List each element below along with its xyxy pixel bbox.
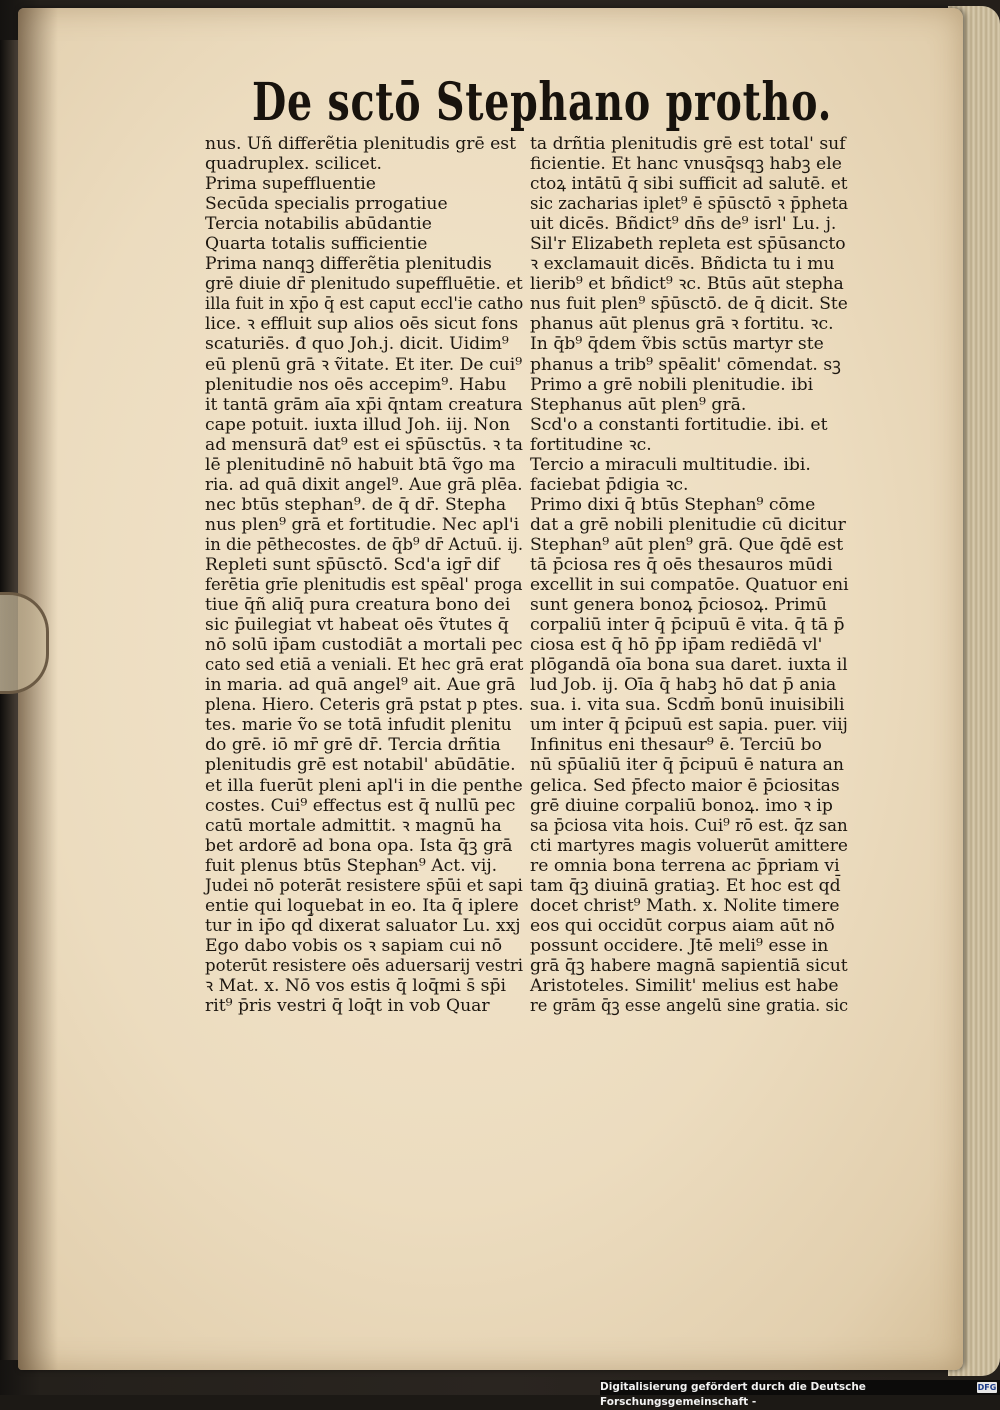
text-line: fuit plenus btūs Stephan⁹ Act. vij.: [205, 855, 498, 876]
text-line: Primo a grē nobili plenitudie. ibi: [530, 374, 814, 395]
text-line: plenitudie nos oēs accepim⁹. Habu: [205, 374, 507, 395]
text-line: plena. Hiero. Ceteris grā pstat p ptes.: [205, 695, 524, 716]
text-line: lice. ꝛ effluit sup alios oēs sicut fons: [205, 314, 519, 335]
text-line: corpaliū inter q̄ p̄cipuū ē vita. q̄ tā p̄: [530, 615, 845, 636]
text-line: do grē. iō mr̄ grē dr̄. Tercia drñtia: [205, 735, 501, 756]
text-line: phanus aūt plenus grā ꝛ fortitu. ꝛc.: [530, 314, 834, 335]
text-line: grē diuie dr̄ plenitudo supeffluētie. et: [205, 274, 523, 295]
text-line: ferētia grīe plenitudis est spēal' proga: [205, 575, 523, 596]
text-line: nec btūs stephan⁹. de q̄ dr̄. Stepha: [205, 494, 507, 515]
text-line: nus. Uñ differẽtia plenitudis grē est: [205, 134, 517, 154]
text-line: nō solū ip̄am custodiāt a mortali pec: [205, 635, 523, 656]
text-line: sunt genera bonoꝝ p̄ciosoꝝ. Primū: [530, 595, 827, 616]
text-line: Quarta totalis sufficientie: [205, 234, 428, 255]
text-line: ctoꝝ intātū q̄ sibi sufficit ad salutē. et: [530, 174, 848, 195]
dfg-logo-icon: DFG: [977, 1383, 997, 1392]
text-line: sa p̄ciosa vita hois. Cui⁹ rō est. q̄z san: [530, 815, 848, 836]
text-line: phanus a trib⁹ spēalit' cōmendat. sꝫ: [530, 354, 841, 375]
text-column-right: [530, 134, 866, 1016]
text-line: ꝛ exclamauit dicēs. Bñdicta tu i mu: [530, 254, 835, 275]
digitization-footer: [600, 1380, 1000, 1408]
text-line: um inter q̄ p̄cipuū est sapia. puer. viij: [530, 715, 848, 736]
text-line: lierib⁹ et bñdict⁹ ꝛc. Btūs aūt stepha: [530, 274, 844, 295]
text-line: tam q̄ꝫ diuinā gratiaꝫ. Et hoc est qd̄: [530, 875, 841, 896]
text-column-left: [205, 134, 542, 1016]
text-line: eū plenū grā ꝛ ṽitate. Et iter. De cui⁹: [205, 354, 523, 375]
text-line: catū mortale admittit. ꝛ magnū ha: [205, 815, 502, 836]
text-line: eos qui occidūt corpus aiam aūt nō: [530, 915, 835, 936]
text-line: lē plenitudinē nō habuit btā ṽgo ma: [205, 454, 516, 475]
text-line: Ego dabo vobis os ꝛ sapiam cui nō: [205, 935, 503, 956]
text-line: Aristoteles. Similit' melius est habe: [530, 975, 839, 996]
text-line: faciebat p̄digia ꝛc.: [530, 474, 689, 495]
text-line: Prima supeffluentie: [205, 174, 376, 195]
text-line: quadruplex. scilicet.: [205, 154, 383, 175]
text-line: ficientie. Et hanc vnusq̄sqꝫ habꝫ ele: [530, 154, 842, 175]
text-line: Secūda specialis prrogatiue: [205, 194, 448, 215]
footer-credit-text: Digitalisierung gefördert durch die Deutsche Forschungsgemeinschaft -: [600, 1381, 866, 1408]
text-line: Sil'r Elizabeth repleta est sp̄ūsancto: [530, 234, 846, 255]
text-line: In q̄b⁹ q̄dem ṽbis sctūs martyr ste: [530, 334, 824, 355]
text-line: ad mensurā dat⁹ est ei sp̄ūsctūs. ꝛ ta: [205, 434, 523, 455]
text-line: uit dicēs. Bñdict⁹ dn̄s de⁹ isrl' Lu. j.: [530, 214, 837, 235]
text-line: Prima nanqꝫ differẽtia plenitudis: [205, 254, 492, 275]
text-line: costes. Cui⁹ effectus est q̄ nullū pec: [205, 795, 516, 816]
text-line: poterūt resistere oēs aduersarij vestri: [205, 955, 524, 976]
text-line: Stephan⁹ aūt plen⁹ grā. Que q̄dē est: [530, 534, 844, 555]
text-line: in maria. ad quā angel⁹ ait. Aue grā: [205, 675, 516, 696]
text-line: ciosa est q̄ hō p̄p ip̄am rediēdā vl': [530, 635, 823, 656]
text-line: cato sed etiā a veniali. Et hec grā erat: [205, 655, 524, 676]
text-line: in die pēthecostes. de q̄b⁹ dr̄ Actuū. ij.: [205, 534, 524, 555]
text-line: bet ardorē ad bona opa. Ista q̄ꝫ grā: [205, 835, 513, 856]
text-line: gelica. Sed p̄fecto maior ē p̄ciositas: [530, 775, 840, 796]
text-line: Stephanus aūt plen⁹ grā.: [530, 394, 747, 415]
text-line: Repleti sunt sp̄ūsctō. Scd'a igr̄ dif: [205, 554, 500, 575]
text-line: grā q̄ꝫ habere magnā sapientiā sicut: [530, 955, 848, 976]
text-line: Judei nō poterāt resistere sp̄ūi et sapi: [205, 875, 523, 896]
text-line: ria. ad quā dixit angel⁹. Aue grā plēa.: [205, 474, 523, 495]
text-line: re grām q̄ꝫ esse angelū sine gratia. sic: [530, 996, 849, 1017]
text-line: sua. i. vita sua. Scdm̄ bonū inuisibili: [530, 695, 845, 716]
text-line: entie qui loquebat in eo. Ita q̄ iplere: [205, 895, 519, 916]
text-line: tiue q̄ñ aliq̄ pura creatura bono dei: [205, 595, 511, 616]
text-line: Scd'o a constanti fortitudie. ibi. et: [530, 414, 828, 435]
text-line: grē diuine corpaliū bonoꝝ. imo ꝛ ip: [530, 795, 833, 816]
text-line: tes. marie ṽo se totā infudit plenitu: [205, 715, 512, 736]
text-line: plōgandā oīa bona sua daret. iuxta il: [530, 655, 848, 676]
text-line: rit⁹ p̄ris vestri q̄ loq̄t in vob Quar: [205, 996, 490, 1017]
text-line: cape potuit. iuxta illud Joh. iij. Non: [205, 414, 511, 435]
text-line: nus fuit plen⁹ sp̄ūsctō. de q̄ dicit. Ste: [530, 294, 848, 315]
text-line: docet christ⁹ Math. x. Nolite timere: [530, 895, 840, 916]
text-line: tā p̄ciosa res q̄ oēs thesauros mūdi: [530, 554, 833, 575]
text-line: illa fuit in xp̄o q̄ est caput eccl'ie catho: [205, 294, 524, 315]
text-line: sic zacharias iplet⁹ ē sp̄ūsctō ꝛ p̄pheta: [530, 194, 849, 215]
text-line: ꝛ Mat. x. Nō vos estis q̄ loq̄mi s̄ sp̄i: [205, 975, 506, 996]
text-line: tur in ip̄o qd̄ dixerat saluator Lu. xxj: [205, 915, 521, 936]
text-line: Primo dixi q̄ btūs Stephan⁹ cōme: [530, 494, 816, 515]
text-line: ta drñtia plenitudis grē est total' suf: [530, 134, 846, 154]
text-line: plenitudis grē est notabil' abūdātie.: [205, 755, 516, 776]
text-line: Tercio a miraculi multitudie. ibi.: [530, 454, 811, 475]
text-line: nū sp̄ūaliū iter q̄ p̄cipuū ē natura an: [530, 755, 844, 776]
text-line: re omnia bona terrena ac p̄priam vi: [530, 855, 840, 876]
text-line: dat a grē nobili plenitudie cū dicitur: [530, 514, 846, 535]
text-line: possunt occidere. Jtē meli⁹ esse in: [530, 935, 829, 956]
text-line: Tercia notabilis abūdantie: [205, 214, 432, 235]
text-line: nus plen⁹ grā et fortitudie. Nec apl'i: [205, 514, 520, 535]
text-line: it tantā grām aīa xp̄i q̄ntam creatura: [205, 394, 523, 415]
text-line: sic p̄uilegiat vt habeat oēs ṽtutes q̄: [205, 615, 509, 636]
running-header: De sctō Stephano protho.: [252, 72, 833, 133]
text-line: fortitudine ꝛc.: [530, 434, 652, 455]
text-line: Infinitus eni thesaur⁹ ē. Terciū bo: [530, 735, 822, 756]
text-line: et illa fuerūt pleni apl'i in die penthe: [205, 775, 523, 796]
text-line: scaturiēs. đ quo Joh.j. dicit. Uidim⁹: [205, 334, 509, 355]
text-line: excellit in sui compatōe. Quatuor eni: [530, 575, 849, 596]
text-line: lud Job. ij. Oīa q̄ habꝫ hō dat p̄ ania: [530, 675, 837, 696]
text-line: cti martyres magis voluerūt amittere: [530, 835, 848, 856]
